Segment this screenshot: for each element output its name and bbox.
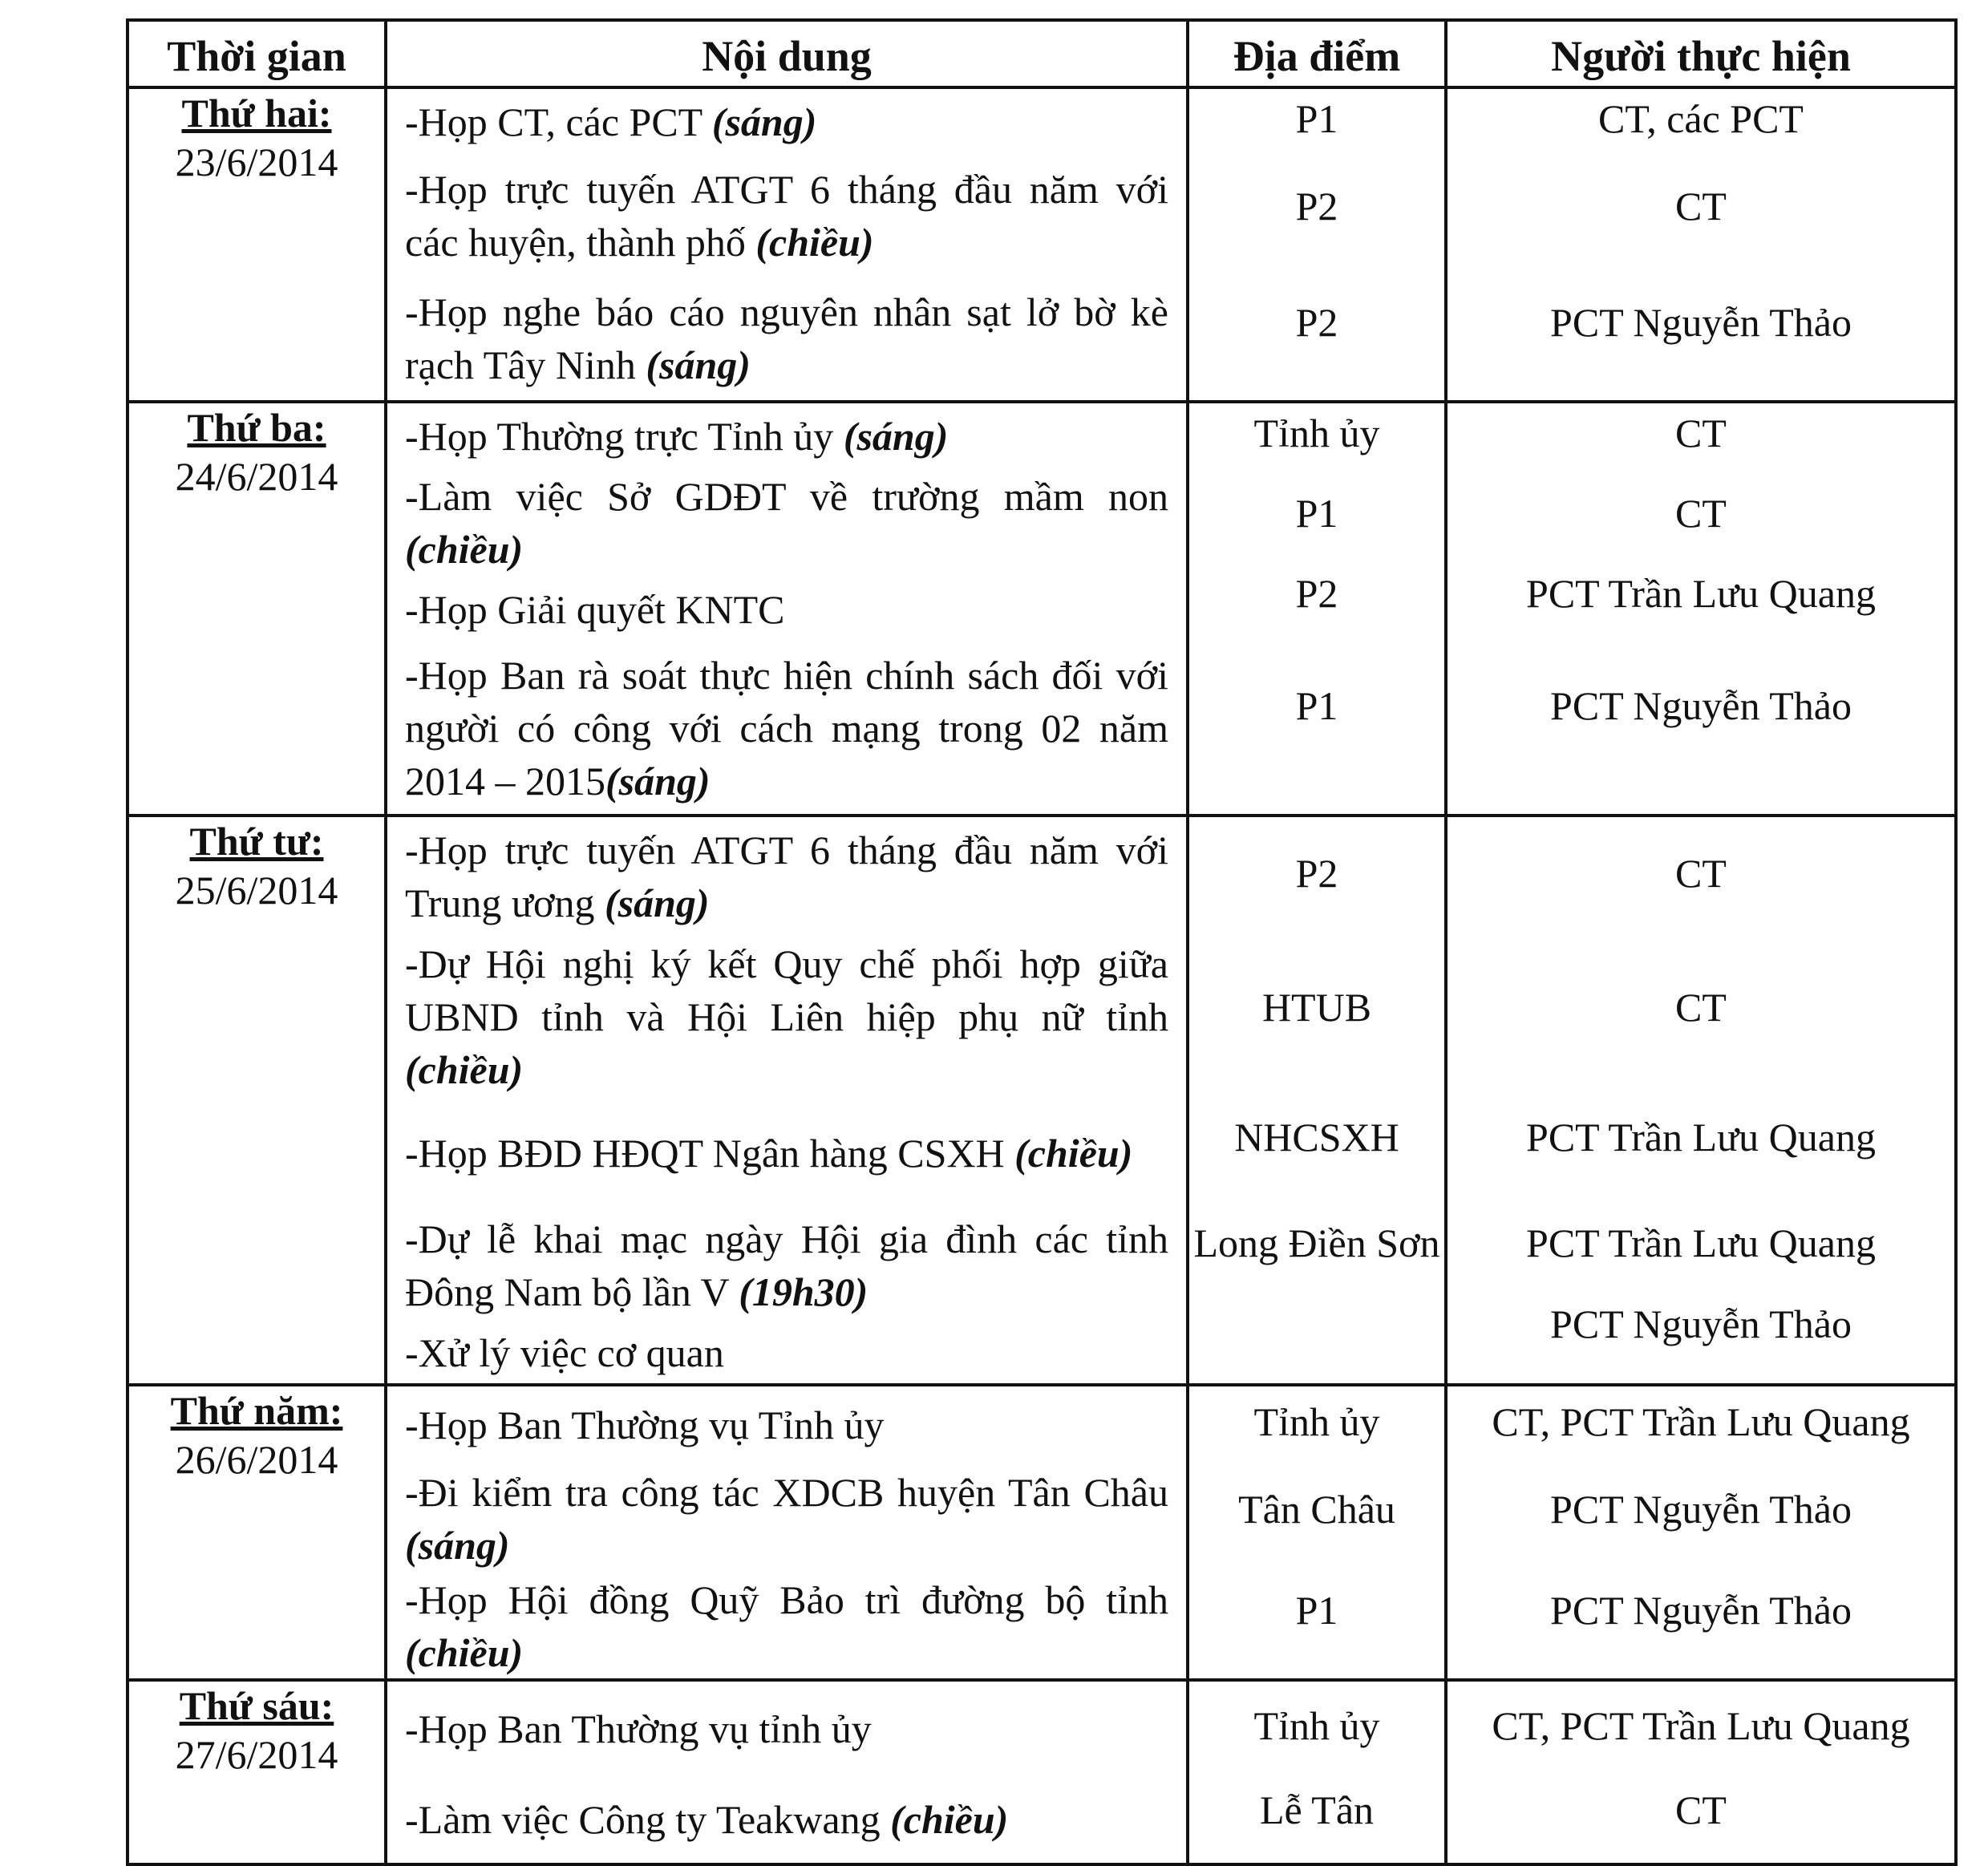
activity-description: -Họp Giải quyết KNTC: [405, 587, 785, 632]
activity-person: CT: [1675, 1787, 1727, 1832]
activity-text: [405, 1573, 1168, 1679]
activity-place: P2: [1295, 184, 1338, 229]
place-cell: [1188, 1680, 1446, 1864]
activity-place: Tỉnh ủy: [1253, 411, 1380, 455]
schedule-body: [128, 87, 1956, 1864]
activity-description: -Đi kiểm tra công tác XDCB huyện Tân Châu: [405, 1470, 1168, 1515]
day-name: Thứ sáu:: [179, 1683, 334, 1728]
place-cell: [1188, 1385, 1446, 1680]
activity-place: P2: [1295, 300, 1338, 345]
activity-description: -Họp CT, các PCT: [405, 99, 712, 144]
activity-item: [387, 1682, 1186, 1776]
activity-place: Tân Châu: [1238, 1487, 1395, 1532]
activity-person: CT: [1675, 985, 1727, 1030]
day-date: 25/6/2014: [175, 868, 338, 913]
activity-item: [387, 1776, 1186, 1863]
header-content: Nội dung: [386, 20, 1188, 87]
activity-text: [405, 1466, 1168, 1572]
day-name: Thứ tư:: [189, 819, 324, 864]
activity-time-note: (chiều): [405, 1630, 524, 1675]
person-cell: [1446, 1680, 1956, 1864]
activity-time-note: (chiều): [755, 220, 874, 265]
activity-time-note: (sáng): [711, 99, 817, 144]
activity-description: -Họp trực tuyến ATGT 6 tháng đầu năm với các huyện, thành phố: [405, 167, 1168, 265]
day-date: 26/6/2014: [175, 1437, 338, 1482]
activity-place: P1: [1295, 1588, 1338, 1633]
day-date: 27/6/2014: [175, 1732, 338, 1777]
activity-item: [387, 1463, 1186, 1574]
activity-item: [387, 469, 1186, 577]
activity-text: [405, 937, 1168, 1096]
activity-person: PCT Nguyễn Thảo: [1550, 1487, 1852, 1532]
activity-text: [405, 470, 1168, 576]
activity-person: PCT Nguyễn Thảo: [1550, 300, 1852, 345]
activity-description: -Dự Hội nghị ký kết Quy chế phối hợp giữa UBND tỉnh và Hội Liên hiệp phụ nữ tỉnh: [405, 941, 1168, 1039]
day-date: 24/6/2014: [175, 454, 338, 499]
day-name: Thứ hai:: [181, 91, 332, 136]
activity-description: -Họp Ban Thường vụ Tỉnh ủy: [405, 1403, 885, 1447]
activity-time-note: (chiều): [1014, 1131, 1133, 1176]
header-time: Thời gian: [128, 20, 386, 87]
day-name: Thứ ba:: [187, 405, 326, 450]
person-cell: [1446, 816, 1956, 1385]
activity-time-note: (chiều): [890, 1797, 1009, 1842]
activity-person: CT: [1675, 184, 1727, 229]
activity-person: PCT Trần Lưu Quang: [1526, 1220, 1876, 1265]
activity-person: CT: [1675, 491, 1727, 536]
activity-time-note: (19h30): [739, 1269, 868, 1314]
activity-description: -Xử lý việc cơ quan: [405, 1330, 724, 1375]
activity-person: CT: [1675, 411, 1727, 455]
activity-place: HTUB: [1261, 985, 1372, 1030]
activity-description: -Họp Ban rà soát thực hiện chính sách đối với người có công với cách mạng trong 02 năm 2014 – 2015: [405, 653, 1168, 803]
activity-place: P1: [1295, 491, 1338, 536]
activity-person: PCT Trần Lưu Quang: [1526, 1115, 1876, 1160]
activity-person: PCT Nguyễn Thảo: [1550, 683, 1852, 728]
content-cell: [386, 816, 1188, 1385]
activity-item: [387, 817, 1186, 936]
table-header-row: [128, 20, 1956, 87]
day-cell: [128, 1680, 386, 1864]
activity-place: P1: [1295, 96, 1338, 141]
activity-item: [387, 642, 1186, 814]
weekly-schedule-table: [126, 18, 1958, 1866]
activity-item: [387, 403, 1186, 469]
activity-person: CT, PCT Trần Lưu Quang: [1492, 1703, 1910, 1748]
activity-time-note: (chiều): [405, 1047, 524, 1092]
activity-time-note: (chiều): [405, 527, 524, 572]
activity-text: [405, 1212, 1168, 1318]
activity-time-note: (sáng): [605, 759, 711, 803]
activity-item: [387, 1386, 1186, 1463]
activity-place: P2: [1295, 851, 1338, 896]
activity-text: [405, 1127, 1168, 1180]
activity-item: [387, 1574, 1186, 1678]
activity-text: [405, 1398, 1168, 1451]
activity-text: [405, 824, 1168, 929]
activity-place: Tỉnh ủy: [1253, 1703, 1380, 1748]
header-person: Người thực hiện: [1446, 20, 1956, 87]
activity-item: [387, 277, 1186, 400]
activity-text: [405, 410, 1168, 463]
activity-item: [387, 155, 1186, 277]
day-cell: [128, 87, 386, 402]
activity-item: [387, 936, 1186, 1098]
activity-place: NHCSXH: [1234, 1115, 1399, 1160]
day-cell: [128, 1385, 386, 1680]
activity-text: [405, 95, 1168, 148]
activity-place: P2: [1295, 571, 1338, 616]
activity-description: -Họp Ban Thường vụ tỉnh ủy: [405, 1706, 872, 1751]
activity-text: [405, 583, 1168, 636]
activity-description: -Họp Hội đồng Quỹ Bảo trì đường bộ tỉnh: [405, 1577, 1168, 1622]
activity-time-note: (sáng): [405, 1523, 510, 1568]
activity-description: -Làm việc Sở GDĐT về trường mầm non: [405, 474, 1168, 519]
activity-place: P1: [1295, 683, 1338, 728]
activity-item: [387, 1208, 1186, 1322]
activity-time-note: (sáng): [646, 342, 751, 387]
place-cell: [1188, 816, 1446, 1385]
activity-text: [405, 1326, 1168, 1379]
activity-text: [405, 1793, 1168, 1846]
place-cell: [1188, 402, 1446, 816]
activity-time-note: (sáng): [843, 414, 949, 459]
activity-item: [387, 1322, 1186, 1383]
person-cell: [1446, 87, 1956, 402]
activity-description: -Dự lễ khai mạc ngày Hội gia đình các tỉnh Đông Nam bộ lần V: [405, 1216, 1168, 1314]
header-place: Địa điểm: [1188, 20, 1446, 87]
activity-person: CT, PCT Trần Lưu Quang: [1492, 1399, 1910, 1444]
day-row: [128, 402, 1956, 816]
activity-description: -Họp BĐD HĐQT Ngân hàng CSXH: [405, 1131, 1015, 1176]
content-cell: [386, 402, 1188, 816]
person-cell: [1446, 1385, 1956, 1680]
activity-description: -Họp Thường trực Tỉnh ủy: [405, 414, 844, 459]
activity-description: -Họp nghe báo cáo nguyên nhân sạt lở bờ kè rạch Tây Ninh: [405, 289, 1168, 387]
day-row: [128, 1680, 1956, 1864]
activity-item: [387, 1098, 1186, 1208]
activity-item: [387, 89, 1186, 155]
activity-place: Long Điền Sơn: [1193, 1220, 1440, 1265]
content-cell: [386, 1680, 1188, 1864]
activity-text: [405, 649, 1168, 808]
activity-person: PCT Nguyễn Thảo: [1550, 1301, 1852, 1346]
day-cell: [128, 402, 386, 816]
day-date: 23/6/2014: [175, 140, 338, 184]
activity-place: [1189, 1297, 1444, 1351]
day-row: [128, 1385, 1956, 1680]
day-row: [128, 816, 1956, 1385]
activity-item: [387, 577, 1186, 642]
activity-description: -Làm việc Công ty Teakwang: [405, 1797, 891, 1842]
activity-text: [405, 285, 1168, 391]
day-name: Thứ năm:: [170, 1388, 343, 1433]
person-cell: [1446, 402, 1956, 816]
activity-person: PCT Nguyễn Thảo: [1550, 1588, 1852, 1633]
place-cell: [1188, 87, 1446, 402]
content-cell: [386, 87, 1188, 402]
activity-text: [405, 1702, 1168, 1755]
activity-time-note: (sáng): [604, 880, 710, 925]
day-cell: [128, 816, 386, 1385]
activity-person: CT: [1675, 851, 1727, 896]
content-cell: [386, 1385, 1188, 1680]
day-row: [128, 87, 1956, 402]
activity-description: -Họp trực tuyến ATGT 6 tháng đầu năm với Trung ương: [405, 828, 1168, 925]
activity-person: PCT Trần Lưu Quang: [1526, 571, 1876, 616]
activity-place: Tỉnh ủy: [1253, 1399, 1380, 1444]
activity-place: Lễ Tân: [1259, 1787, 1375, 1832]
activity-person: CT, các PCT: [1598, 96, 1804, 141]
activity-text: [405, 163, 1168, 269]
